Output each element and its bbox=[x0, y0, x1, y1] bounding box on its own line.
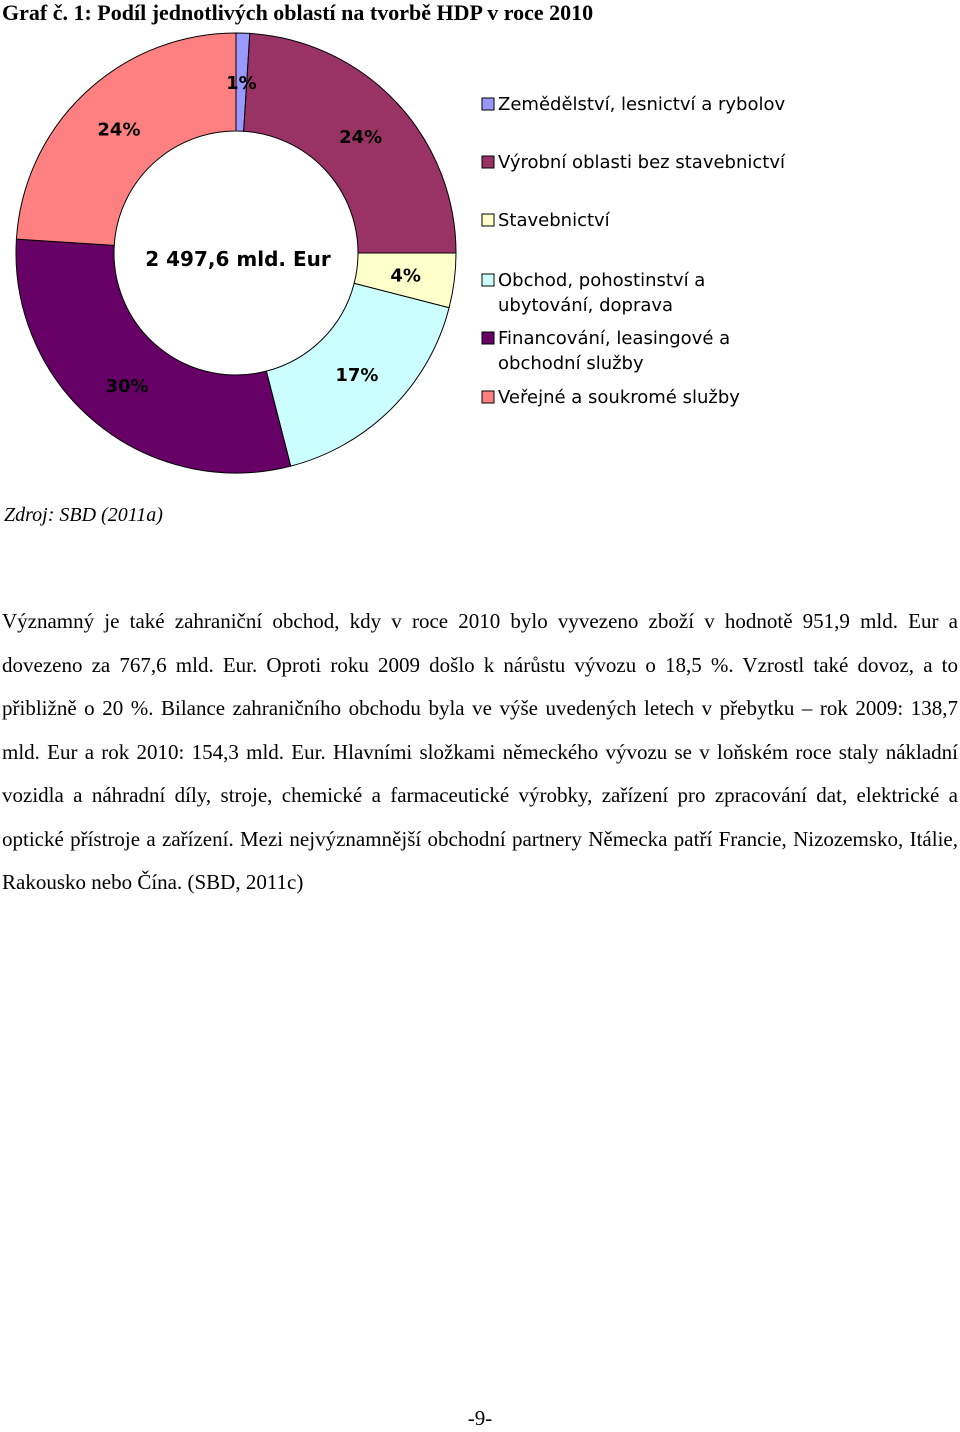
legend-swatch-6 bbox=[482, 391, 494, 403]
legend-swatch-1 bbox=[482, 98, 494, 110]
chart-legend bbox=[482, 94, 786, 408]
slice-label-2: 24% bbox=[339, 126, 383, 148]
slice-label-5: 30% bbox=[105, 375, 149, 397]
legend-label-5: Financování, leasingové a obchodní služby bbox=[498, 328, 731, 374]
legend-label-4: Obchod, pohostinství a ubytování, doprava bbox=[498, 270, 706, 316]
legend-swatch-5 bbox=[482, 332, 494, 344]
donut-chart bbox=[0, 28, 960, 478]
legend-swatch-3 bbox=[482, 214, 494, 226]
slice-label-4: 17% bbox=[335, 364, 379, 386]
slice-label-1: 1% bbox=[226, 73, 257, 95]
legend-swatch-2 bbox=[482, 156, 494, 168]
legend-label-2: Výrobní oblasti bez stavebnictví bbox=[498, 152, 785, 173]
body-paragraph: Významný je také zahraniční obchod, kdy v roce 2010 bylo vyvezeno zboží v hodnotě 951,9 mld. Eur a dovezeno za 767,6 mld. Eur. Oproti roku 2009 došlo k nárůstu vývozu o 18,5 %. Vzrostl také dovoz, a to přibližně o 20 %. Bilance zahraničního obchodu byla ve výše uvedených letech v přebytku – rok 2009: 138,7 mld. Eur a rok 2010: 154,3 mld. Eur. Hlavními složkami německého vývozu se v loňském roce staly nákladní vozidla a náhradní díly, stroje, chemické a farmaceutické výrobky, zařízení pro zpracování dat, elektrické a optické přístroje a zařízení. Mezi nejvýznamnější obchodní partnery Německa patří Francie, Nizozemsko, Itálie, Rakousko nebo Čína. (SBD, 2011c) bbox=[2, 609, 958, 894]
legend-swatch-4 bbox=[482, 274, 494, 286]
chart-svg bbox=[0, 28, 960, 478]
chart-source: Zdroj: SBD (2011a) bbox=[4, 504, 163, 526]
legend-label-1: Zemědělství, lesnictví a rybolov bbox=[498, 94, 786, 115]
slice-label-3: 4% bbox=[390, 265, 421, 287]
page-number: -9- bbox=[467, 1406, 493, 1430]
chart-caption: Graf č. 1: Podíl jednotlivých oblastí na tvorbě HDP v roce 2010 bbox=[2, 0, 594, 25]
legend-label-3: Stavebnictví bbox=[498, 210, 610, 231]
center-label: 2 497,6 mld. Eur bbox=[145, 247, 331, 271]
legend-label-6: Veřejné a soukromé služby bbox=[498, 387, 740, 408]
slice-label-6: 24% bbox=[97, 119, 141, 141]
donut-slice-5 bbox=[16, 239, 291, 473]
